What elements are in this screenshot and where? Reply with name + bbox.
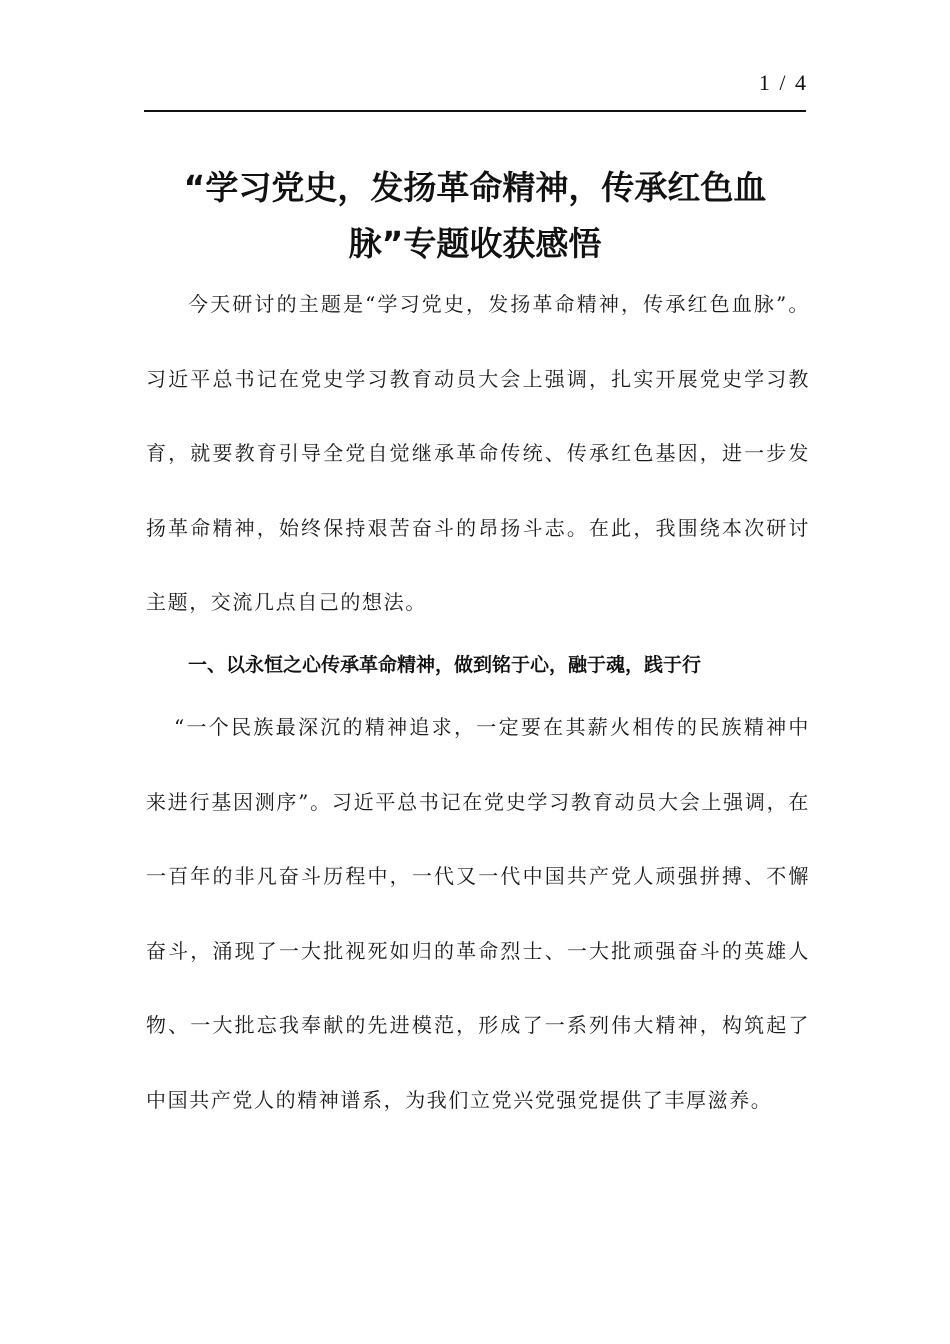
intro-paragraph: 今天研讨的主题是“学习党史，发扬革命精神，传承红色血脉”。习近平总书记在党史学习教育动员大会上强调，扎实开展党史学习教育，就要教育引导全党自觉继承革命传统、传承红色基因，进一步发扬革命精神，始终保持艰苦奋斗的昂扬斗志。在此，我围绕本次研讨主题，交流几点自己的想法。 bbox=[146, 292, 810, 614]
page-number: 1 / 4 bbox=[758, 70, 808, 95]
section-paragraph: “一个民族最深沉的精神追求，一定要在其薪火相传的民族精神中来进行基因测序”。习近平总书记在党史学习教育动员大会上强调，在一百年的非凡奋斗历程中，一代又一代中国共产党人顽强拼搏、不懈奋斗，涌现了一大批视死如归的革命烈士、一大批顽强奋斗的英雄人物、一大批忘我奉献的先进模范，形成了一系列伟大精神，构筑起了中国共产党人的精神谱系，为我们立党兴党强党提供了丰厚滋养。 bbox=[146, 715, 810, 1112]
document-title bbox=[144, 160, 806, 272]
document-title-line-1: “学习党史，发扬革命精神，传承红色血 bbox=[183, 168, 767, 207]
section-heading: 一、以永恒之心传承革命精神，做到铭于心，融于魂，践于行 bbox=[188, 654, 702, 676]
header-divider bbox=[144, 110, 806, 112]
document-title-line-2: 脉”专题收获感悟 bbox=[348, 224, 602, 263]
